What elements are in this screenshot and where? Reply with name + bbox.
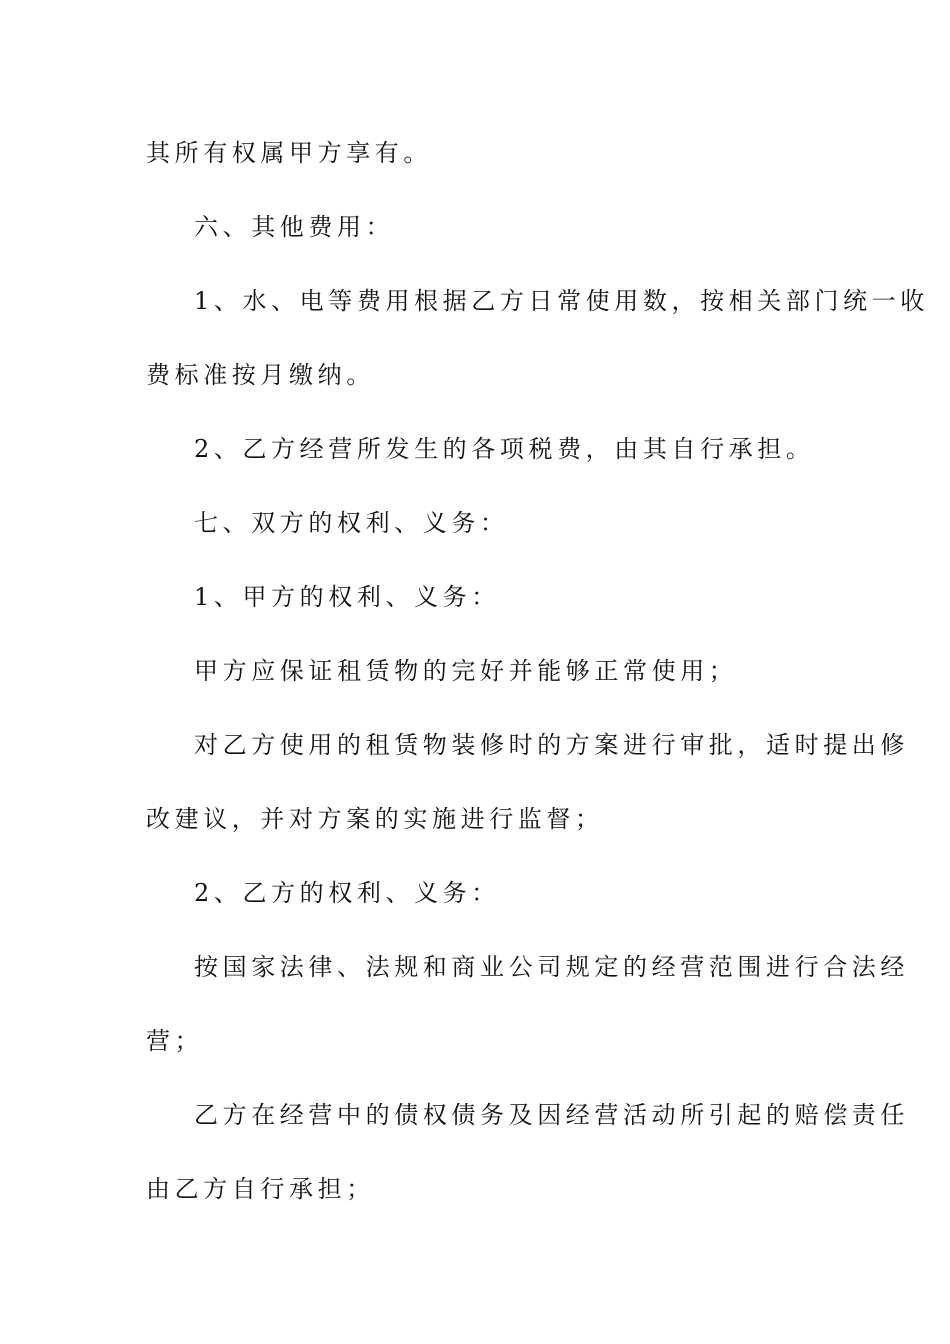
paragraph-line: 乙方在经营中的债权债务及因经营活动所引起的赔偿责任 (194, 1101, 909, 1129)
subsection-heading-party-b: 2、乙方的权利、义务： (194, 879, 500, 907)
paragraph-line: 对乙方使用的租赁物装修时的方案进行审批，适时提出修 (194, 731, 909, 759)
section-heading-other-fees: 六、其他费用： (194, 213, 395, 241)
paragraph-line: 1、水、电等费用根据乙方日常使用数，按相关部门统一收 (194, 287, 929, 315)
section-heading-rights-obligations: 七、双方的权利、义务： (194, 509, 509, 537)
paragraph-line: 由乙方自行承担； (146, 1175, 375, 1203)
paragraph-line: 改建议，并对方案的实施进行监督； (146, 805, 604, 833)
paragraph-line: 费标准按月缴纳。 (146, 361, 375, 389)
subsection-heading-party-a: 1、甲方的权利、义务： (194, 583, 500, 611)
paragraph-line: 2、乙方经营所发生的各项税费，由其自行承担。 (194, 435, 815, 463)
paragraph-line: 甲方应保证租赁物的完好并能够正常使用； (194, 657, 738, 685)
paragraph-line: 按国家法律、法规和商业公司规定的经营范围进行合法经 (194, 953, 909, 981)
paragraph-line: 其所有权属甲方享有。 (146, 139, 432, 167)
paragraph-line: 营； (146, 1027, 204, 1055)
